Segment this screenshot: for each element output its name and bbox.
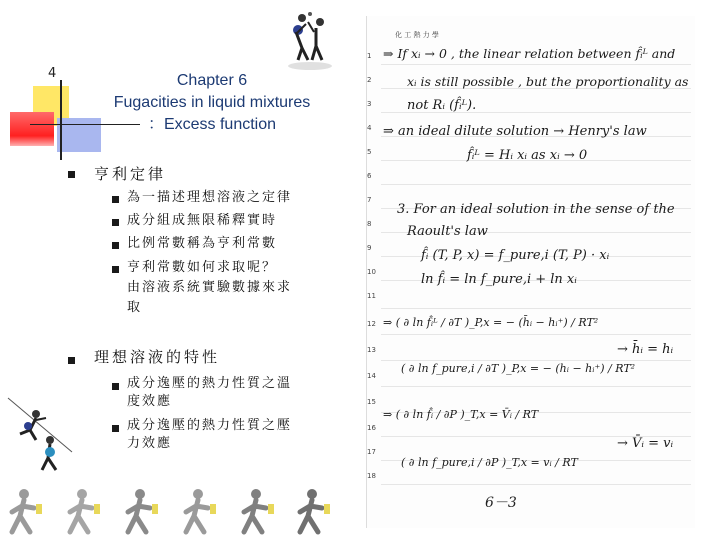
line-number: 4 bbox=[367, 124, 372, 132]
sub-bullet-text: 成分逸壓的熱力性質之壓 bbox=[127, 418, 293, 433]
decor-vertical-line bbox=[60, 80, 62, 160]
sub-bullet-text: 比例常數稱為亨利常數 bbox=[127, 236, 278, 251]
handwriting-line: ( ∂ ln f_pure,i / ∂P )_T,x = vᵢ / RT bbox=[401, 456, 578, 469]
line-number: 12 bbox=[367, 320, 376, 328]
title-line: Fugacities in liquid mixtures bbox=[113, 94, 311, 111]
ruled-line bbox=[381, 360, 691, 361]
line-number: 3 bbox=[367, 100, 372, 108]
sub-bullet-text: 為一描述理想溶液之定律 bbox=[127, 190, 293, 205]
line-number: 9 bbox=[367, 244, 372, 252]
handwriting-line: ⇒ ( ∂ ln f̂ᵢ / ∂P )_T,x = V̄ᵢ / RT bbox=[383, 408, 539, 421]
handwritten-notes-page bbox=[366, 16, 695, 528]
sub-bullet-text: 度效應 bbox=[127, 394, 173, 409]
sub-bullet-marker bbox=[112, 383, 119, 390]
bullet-marker bbox=[68, 171, 75, 178]
handwriting-line: Raoult's law bbox=[407, 224, 488, 239]
bullet-text: 理想溶液的特性 bbox=[94, 348, 221, 366]
line-number: 13 bbox=[367, 346, 376, 354]
handwriting-line: ⇒ ( ∂ ln f̂ᵢᴸ / ∂T )_P,x = − (h̄ᵢ − hᵢ⁺) / RT² bbox=[383, 316, 599, 329]
line-number: 8 bbox=[367, 220, 372, 228]
ruled-line bbox=[381, 484, 691, 485]
handwriting-line: ( ∂ ln f_pure,i / ∂T )_P,x = − (hᵢ − hᵢ⁺) / RT² bbox=[401, 362, 636, 375]
handwriting-line: ln f̂ᵢ = ln f_pure,i + ln xᵢ bbox=[421, 272, 577, 287]
ruled-line bbox=[381, 184, 691, 185]
notes-page-number: 6－3 bbox=[485, 495, 517, 511]
slide-title bbox=[92, 70, 332, 136]
running-figures-icon bbox=[0, 486, 340, 540]
sub-bullet-text: 取 bbox=[127, 300, 143, 315]
line-number: 16 bbox=[367, 424, 376, 432]
sub-bullet-text: 成分逸壓的熱力性質之溫 bbox=[127, 376, 293, 391]
line-number: 5 bbox=[367, 148, 372, 156]
handwriting-line: ⇒ an ideal dilute solution → Henry's law bbox=[383, 124, 647, 139]
line-number: 15 bbox=[367, 398, 376, 406]
ruled-line bbox=[381, 334, 691, 335]
ruled-line bbox=[381, 386, 691, 387]
title-line: ：Excess function bbox=[147, 116, 277, 133]
handwriting-line: xᵢ is still possible , but the proportionality as bbox=[407, 74, 689, 89]
handwriting-line: f̂ᵢᴸ = Hᵢ xᵢ as xᵢ → 0 bbox=[467, 148, 588, 163]
line-number: 2 bbox=[367, 76, 372, 84]
bullet-marker bbox=[68, 357, 75, 364]
handwriting-line: → h̄ᵢ = hᵢ bbox=[617, 342, 674, 357]
line-number: 1 bbox=[367, 52, 372, 60]
decor-red-square bbox=[10, 112, 54, 146]
handwriting-line: ⇒ If xᵢ → 0 , the linear relation between f̂ᵢᴸ and bbox=[383, 46, 676, 61]
juggling-figures-icon bbox=[280, 10, 340, 74]
sub-bullet-marker bbox=[112, 219, 119, 226]
sub-bullet-text: 成分組成無限稀釋實時 bbox=[127, 213, 278, 228]
sub-bullet-text: 力效應 bbox=[127, 436, 173, 451]
line-number: 18 bbox=[367, 472, 376, 480]
line-number: 11 bbox=[367, 292, 376, 300]
bullet-text: 亨利定律 bbox=[94, 165, 167, 183]
handwriting-line: 3. For an ideal solution in the sense of the bbox=[397, 202, 675, 217]
ruled-line bbox=[381, 64, 691, 65]
climbing-figures-icon bbox=[6, 396, 76, 480]
slide-number: 4 bbox=[48, 66, 57, 81]
notes-header: 化 工 熱 力 學 bbox=[395, 31, 439, 39]
handwriting-line: not Rᵢ (f̂ᵢᴸ). bbox=[407, 98, 477, 113]
sub-bullet-marker bbox=[112, 425, 119, 432]
sub-bullet-marker bbox=[112, 196, 119, 203]
sub-bullet-text: 亨利常數如何求取呢？ bbox=[127, 260, 278, 275]
line-number: 10 bbox=[367, 268, 376, 276]
line-number: 6 bbox=[367, 172, 372, 180]
title-line: Chapter 6 bbox=[176, 72, 248, 89]
line-number: 17 bbox=[367, 448, 376, 456]
line-number: 7 bbox=[367, 196, 372, 204]
handwriting-line: → V̄ᵢ = vᵢ bbox=[617, 436, 674, 451]
handwriting-line: f̂ᵢ (T, P, x) = f_pure,i (T, P) · xᵢ bbox=[421, 248, 610, 263]
sub-bullet-marker bbox=[112, 242, 119, 249]
line-number: 14 bbox=[367, 372, 376, 380]
ruled-line bbox=[381, 308, 691, 309]
sub-bullet-text: 由溶液系統實驗數據來求 bbox=[127, 280, 293, 295]
sub-bullet-marker bbox=[112, 266, 119, 273]
